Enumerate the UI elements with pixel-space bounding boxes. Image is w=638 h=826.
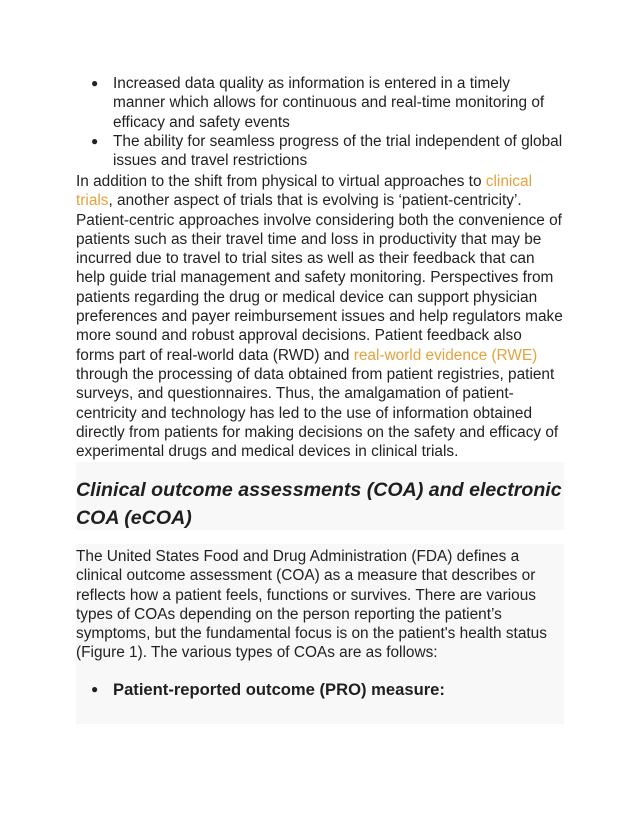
coa-definition-paragraph: The United States Food and Drug Administration (FDA) defines a clinical outcome assessment (COA) as a measure that describes or reflects how a patient feels, functions or survives. There are various types of COAs depending on the person reporting the patient’s symptoms, but the fundamental focus is on the patient's health status (Figure 1). The various types of COAs are as follows: (76, 548, 547, 662)
paragraph-text: In addition to the shift from physical to virtual approaches to (76, 173, 486, 190)
bullet-icon: ● (91, 133, 99, 148)
list-item-text: The ability for seamless progress of the trial independent of global issues and travel restrictions (113, 132, 563, 170)
clinical-trials-link[interactable]: clinical trials (76, 173, 532, 210)
bullet-icon: ● (91, 76, 99, 90)
list-item-text: Increased data quality as information is entered in a timely manner which allows for continuous and real-time monitoring of efficacy and safety events (113, 75, 545, 131)
list-item (91, 132, 565, 171)
paragraph-text: through the processing of data obtained from patient registries, patient surveys, and questionnaires. Thus, the amalgamation of patient-centricity and technology has led to the use of information obtained directly from patients for making decisions on the safety and efficacy of experimental drugs and medical devices in clinical trials. (76, 365, 559, 461)
pro-measure-label: Patient-reported outcome (PRO) measure: (113, 680, 445, 699)
pro-measure-item (91, 680, 583, 700)
patient-centricity-paragraph (76, 172, 564, 461)
rwe-link[interactable]: real-world evidence (RWE) (353, 346, 538, 364)
list-item (91, 74, 565, 132)
bullet-icon: ● (91, 682, 99, 696)
paragraph-text: , another aspect of trials that is evolving is ‘patient-centricity’. Patient-centric approaches involve considering both the convenience of patients such as their travel time and loss in productivity that may be incurred due to travel to trial sites as well as their feedback that can help guide trial management and safety monitoring. Perspectives from patients regarding the drug or medical device can support physician preferences and payer reimbursement issues and help regulators make more sound and robust approval decisions. Patient feedback also forms part of real-world data (RWD) and (76, 192, 563, 364)
section-heading: Clinical outcome assessments (COA) and electronic COA (eCOA) (76, 479, 562, 529)
benefits-list (91, 74, 565, 170)
